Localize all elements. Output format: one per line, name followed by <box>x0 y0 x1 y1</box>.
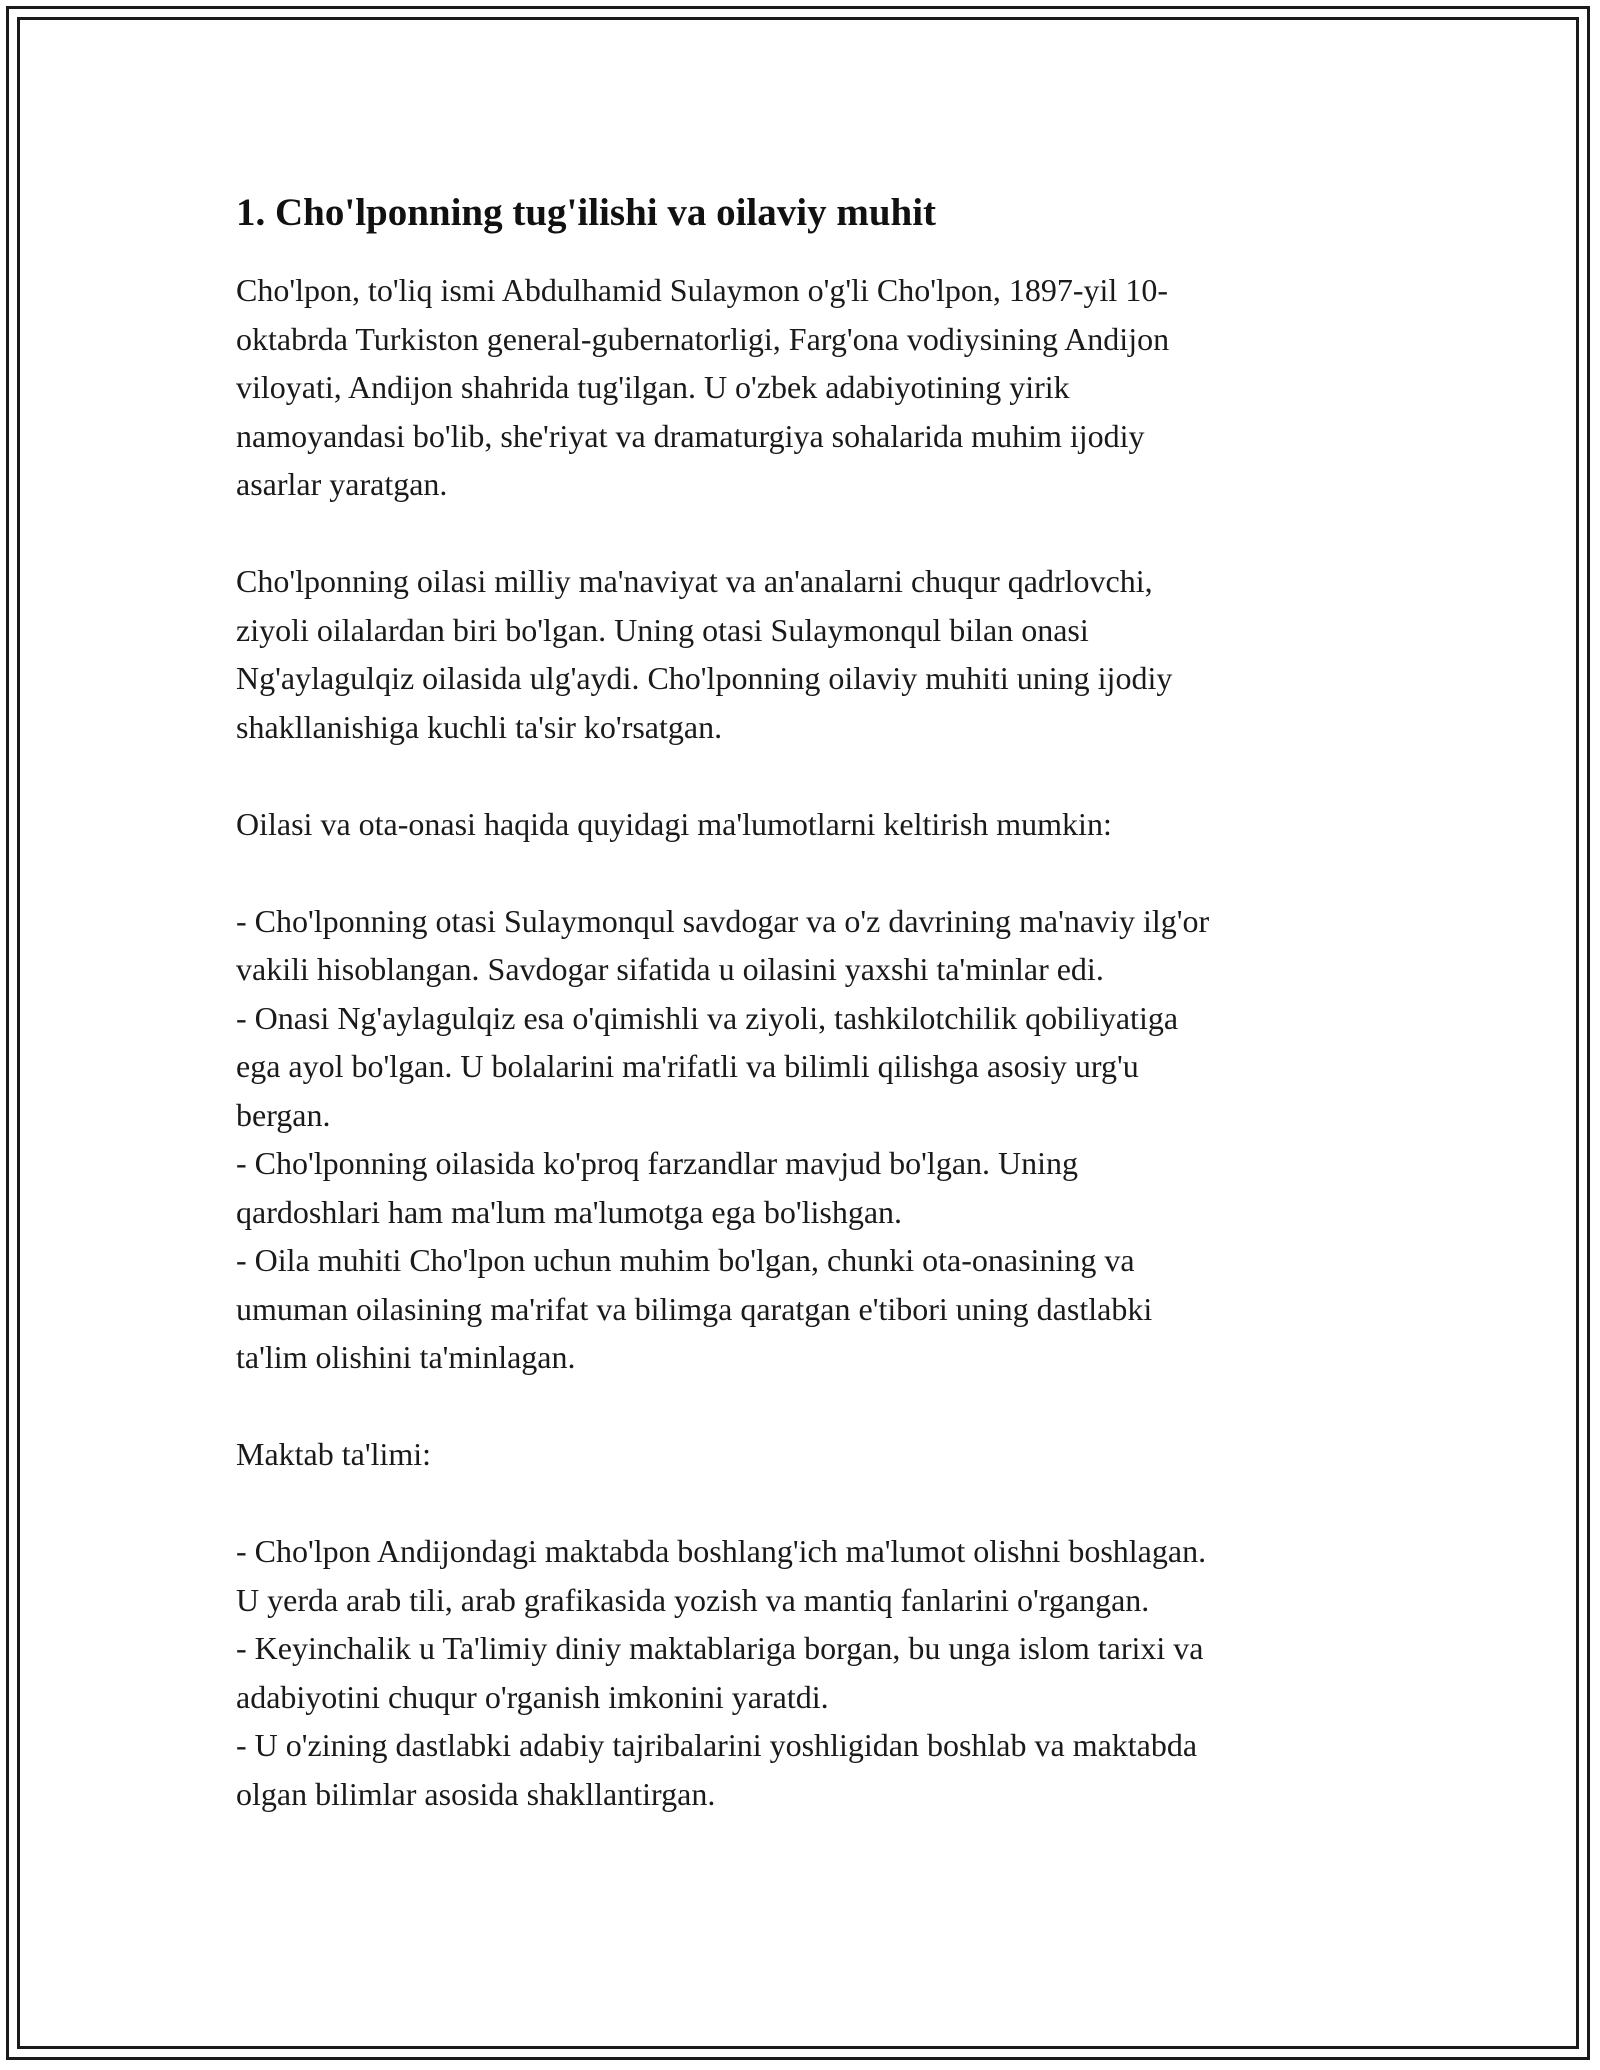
text-line: umuman oilasining ma'rifat va bilimga qaratgan e'tibori uning dastlabki <box>236 1290 1153 1327</box>
text-line: ega ayol bo'lgan. U bolalarini ma'rifatli va bilimli qilishga asosiy urg'u <box>236 1048 1139 1084</box>
paragraph-school-list <box>236 1527 1371 1818</box>
text-line: - Cho'lponning otasi Sulaymonqul savdogar va o'z davrining ma'naviy ilg'or <box>236 902 1210 939</box>
paragraph-gap <box>236 848 1371 897</box>
text-line: olgan bilimlar asosida shakllantirgan. <box>236 1775 716 1812</box>
paragraph-gap <box>236 1382 1371 1431</box>
paragraph-gap <box>236 1479 1371 1528</box>
text-line: - Cho'lpon Andijondagi maktabda boshlang'ich ma'lumot olishni boshlagan. <box>236 1533 1207 1569</box>
text-line: ziyoli oilalardan biri bo'lgan. Uning otasi Sulaymonqul bilan onasi <box>236 611 1089 648</box>
text-line: - Keyinchalik u Ta'limiy diniy maktablariga borgan, bu unga islom tarixi va <box>236 1630 1204 1666</box>
text-line: namoyandasi bo'lib, she'riyat va dramaturgiya sohalarida muhim ijodiy <box>236 417 1145 454</box>
text-line: asarlar yaratgan. <box>236 466 448 502</box>
text-line: adabiyotini chuqur o'rganish imkonini yaratdi. <box>236 1678 829 1715</box>
paragraph-gap <box>236 751 1371 800</box>
text-line: ta'lim olishini ta'minlagan. <box>236 1339 576 1375</box>
section-title: 1. Cho'lponning tug'ilishi va oilaviy muhit <box>236 191 937 234</box>
text-line: Cho'lponning oilasi milliy ma'naviyat va an'analarni chuqur qadrlovchi, <box>236 563 1153 599</box>
text-line: qardoshlari ham ma'lum ma'lumotga ega bo'lishgan. <box>236 1193 903 1230</box>
paragraph-school-heading <box>236 1430 1371 1479</box>
text-line: Ng'aylagulqiz oilasida ulg'aydi. Cho'lponning oilaviy muhiti uning ijodiy <box>236 660 1173 696</box>
text-line: U yerda arab tili, arab grafikasida yozish va mantiq fanlarini o'rgangan. <box>236 1581 1150 1618</box>
text-line: shakllanishiga kuchli ta'sir ko'rsatgan. <box>236 708 723 745</box>
text-line: - Cho'lponning oilasida ko'proq farzandlar mavjud bo'lgan. Uning <box>236 1145 1079 1181</box>
text-line: - U o'zining dastlabki adabiy tajribalarini yoshligidan boshlab va maktabda <box>236 1727 1198 1763</box>
text-line: Maktab ta'limi: <box>236 1436 432 1472</box>
paragraph-family-list <box>236 897 1371 1382</box>
text-line: - Onasi Ng'aylagulqiz esa o'qimishli va ziyoli, tashkilotchilik qobiliyatiga <box>236 999 1179 1036</box>
text-line: vakili hisoblangan. Savdogar sifatida u oilasini yaxshi ta'minlar edi. <box>236 951 1104 987</box>
paragraph-gap <box>236 509 1371 558</box>
text-line: - Oila muhiti Cho'lpon uchun muhim bo'lgan, chunki ota-onasining va <box>236 1242 1135 1278</box>
text-line: viloyati, Andijon shahrida tug'ilgan. U o'zbek adabiyotining yirik <box>236 369 1070 405</box>
paragraph-birth <box>236 266 1371 509</box>
paragraph-intro <box>236 800 1371 849</box>
paragraph-family <box>236 557 1371 751</box>
text-line: bergan. <box>236 1096 331 1133</box>
text-line: oktabrda Turkiston general-gubernatorligi, Farg'ona vodiysining Andijon <box>236 320 1170 357</box>
text-line: Oilasi va ota-onasi haqida quyidagi ma'lumotlarni keltirish mumkin: <box>236 805 1112 842</box>
text-line: Cho'lpon, to'liq ismi Abdulhamid Sulaymon o'g'li Cho'lpon, 1897-yil 10- <box>236 272 1168 308</box>
document-body <box>236 182 1371 1818</box>
